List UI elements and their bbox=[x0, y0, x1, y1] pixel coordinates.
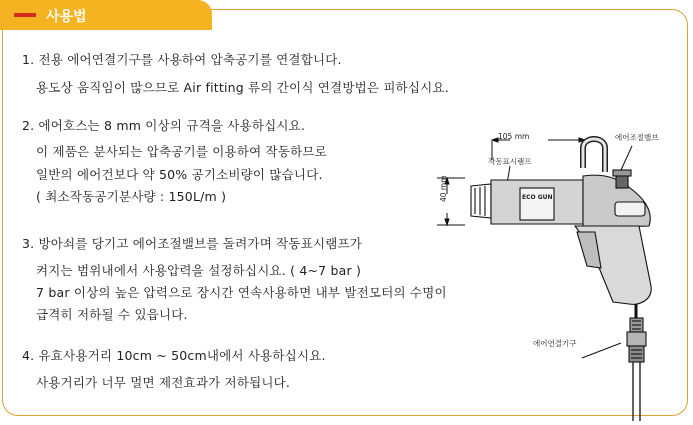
instruction-line: 4. 유효사용거리 10cm ~ 50cm내에서 사용하십시요. bbox=[22, 348, 326, 363]
instruction-line: 이 제품은 분사되는 압축공기를 이용하여 작동하므로 bbox=[36, 144, 327, 159]
air-gun-illustration bbox=[425, 118, 693, 421]
connector-label: 에어연결기구 bbox=[533, 339, 577, 348]
section-tab bbox=[0, 0, 212, 30]
instruction-line: 일반의 에어건보다 약 50% 공기소비량이 많습니다. bbox=[36, 167, 323, 182]
instruction-line: ( 최소작동공기분사량 : 150L/m ) bbox=[36, 189, 227, 204]
tab-dash-marker bbox=[14, 13, 36, 17]
dimension-height-label: 40 mm bbox=[439, 175, 448, 202]
instruction-line: 용도상 움직임이 많으므로 Air fitting 류의 간이식 연결방법은 피하십시요. bbox=[36, 80, 449, 95]
instruction-line: 켜지는 범위내에서 사용압력을 설정하십시요. ( 4~7 bar ) bbox=[36, 263, 362, 278]
air-gun-drawing bbox=[425, 118, 693, 421]
instruction-line: 1. 전용 에어연결기구를 사용하여 압축공기를 연결합니다. bbox=[22, 52, 342, 67]
instruction-line: 급격히 저하될 수 있읍니다. bbox=[36, 307, 188, 322]
instruction-line: 7 bar 이상의 높은 압력으로 장시간 연속사용하면 내부 발전모터의 수명이 bbox=[36, 285, 447, 300]
instruction-line: 3. 방아쇠를 당기고 에어조절밸브를 돌려가며 작동표시램프가 bbox=[22, 236, 363, 251]
valve-label: 에어조절밸브 bbox=[615, 133, 659, 142]
lamp-label: 작동표시램프 bbox=[488, 157, 532, 166]
product-badge: ECO GUN bbox=[522, 194, 553, 201]
instruction-line: 사용거리가 너무 멀면 제전효과가 저하됩니다. bbox=[36, 375, 291, 390]
dimension-length-label: 105 mm bbox=[498, 132, 530, 141]
instruction-line: 2. 에어호스는 8 mm 이상의 규격을 사용하십시요. bbox=[22, 118, 306, 133]
section-title: 사용법 bbox=[46, 9, 87, 25]
